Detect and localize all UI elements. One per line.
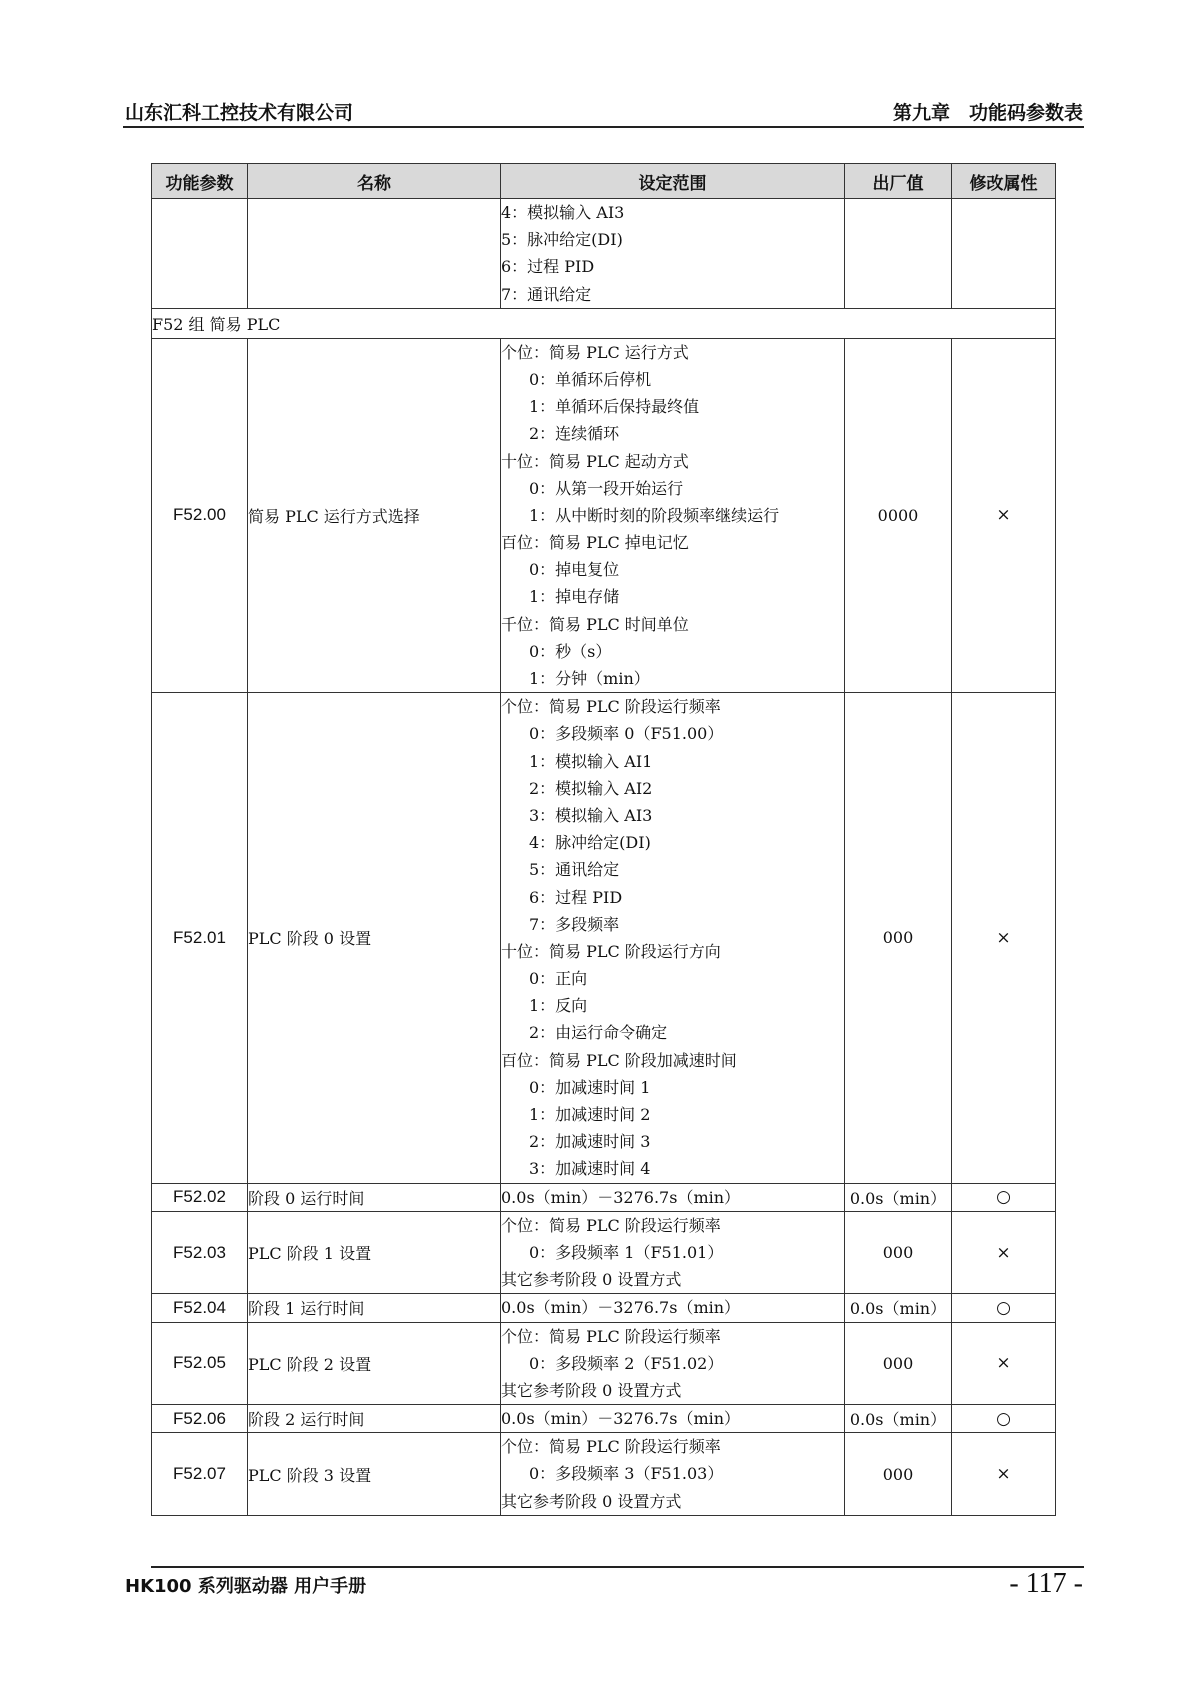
param-code: F52.03: [152, 1211, 248, 1294]
header-rule: [123, 126, 1084, 128]
param-code: F52.02: [152, 1183, 248, 1211]
range-line: 0：从第一段开始运行: [529, 478, 684, 498]
param-name: PLC 阶段 0 设置: [248, 693, 501, 1183]
range-line: 2：由运行命令确定: [529, 1023, 668, 1043]
param-default: 0.0s（min）: [845, 1405, 952, 1433]
range-line: 个位：简易 PLC 阶段运行频率: [501, 1326, 721, 1346]
range-line: 4：脉冲给定(DI): [529, 833, 651, 853]
col-header-code: 功能参数: [152, 164, 248, 199]
param-code: F52.00: [152, 338, 248, 692]
range-line: 个位：简易 PLC 阶段运行频率: [501, 1437, 721, 1457]
continued-range-cell: [501, 199, 845, 309]
param-attr: ×: [952, 1211, 1056, 1294]
param-range: [501, 1322, 845, 1405]
table-row: [152, 1322, 1056, 1405]
param-attr: ×: [952, 1433, 1056, 1516]
param-default: 000: [845, 1322, 952, 1405]
range-line: 3：加减速时间 4: [529, 1159, 651, 1179]
page-number: - 117 -: [1009, 1568, 1083, 1599]
param-attr: ○: [952, 1294, 1056, 1322]
continued-code-cell: [152, 199, 248, 309]
range-line: 十位：简易 PLC 阶段运行方向: [501, 941, 721, 961]
range-line: 2：加减速时间 3: [529, 1132, 651, 1152]
continued-default-cell: [845, 199, 952, 309]
range-line: 个位：简易 PLC 运行方式: [501, 342, 689, 362]
table-row: [152, 1433, 1056, 1516]
param-range: [501, 1211, 845, 1294]
param-range: [501, 338, 845, 692]
col-header-name: 名称: [248, 164, 501, 199]
param-range: [501, 1294, 845, 1322]
param-attr: ○: [952, 1405, 1056, 1433]
range-line: 0.0s（min）－3276.7s（min）: [501, 1298, 741, 1318]
table-row: [152, 1405, 1056, 1433]
range-line: 5：通讯给定: [529, 860, 620, 880]
group-row: [152, 308, 1056, 338]
param-attr: ×: [952, 1322, 1056, 1405]
param-attr: ×: [952, 338, 1056, 692]
param-attr: ○: [952, 1183, 1056, 1211]
range-line: 个位：简易 PLC 阶段运行频率: [501, 697, 721, 717]
table-row: [152, 1183, 1056, 1211]
range-line: 7：通讯给定: [501, 284, 592, 304]
group-title: F52 组 简易 PLC: [152, 308, 1056, 338]
param-range: [501, 1183, 845, 1211]
param-default: 000: [845, 1433, 952, 1516]
range-line: 0：多段频率 3（F51.03）: [529, 1464, 724, 1484]
range-line: 1：模拟输入 AI1: [529, 751, 653, 771]
range-line: 个位：简易 PLC 阶段运行频率: [501, 1215, 721, 1235]
range-line: 1：单循环后保持最终值: [529, 397, 700, 417]
table-row: [152, 693, 1056, 1183]
range-line: 2：模拟输入 AI2: [529, 778, 653, 798]
param-default: 0.0s（min）: [845, 1294, 952, 1322]
param-attr: ×: [952, 693, 1056, 1183]
param-code: F52.01: [152, 693, 248, 1183]
range-line: 十位：简易 PLC 起动方式: [501, 451, 689, 471]
param-name: PLC 阶段 1 设置: [248, 1211, 501, 1294]
chapter-title: 第九章 功能码参数表: [892, 102, 1083, 124]
range-line: 0：掉电复位: [529, 560, 620, 580]
param-default: 000: [845, 1211, 952, 1294]
range-line: 0：秒（s）: [529, 641, 612, 661]
range-line: 0.0s（min）－3276.7s（min）: [501, 1409, 741, 1429]
range-line: 1：加减速时间 2: [529, 1105, 651, 1124]
table-row: [152, 1211, 1056, 1294]
range-line: 3：模拟输入 AI3: [529, 805, 653, 825]
range-line: 0：单循环后停机: [529, 369, 652, 389]
range-line: 1：分钟（min）: [529, 669, 650, 688]
param-default: 000: [845, 693, 952, 1183]
range-line: 千位：简易 PLC 时间单位: [501, 614, 689, 634]
continued-attr-cell: [952, 199, 1056, 309]
range-line: 0：加减速时间 1: [529, 1077, 651, 1097]
param-default: 0.0s（min）: [845, 1183, 952, 1211]
param-code: F52.05: [152, 1322, 248, 1405]
param-code: F52.04: [152, 1294, 248, 1322]
range-line: 其它参考阶段 0 设置方式: [501, 1491, 682, 1511]
range-line: 百位：简易 PLC 掉电记忆: [501, 533, 689, 553]
continued-row: [152, 199, 1056, 309]
param-range: [501, 1433, 845, 1516]
range-line: 6：过程 PID: [529, 887, 623, 907]
param-name: 阶段 0 运行时间: [248, 1183, 501, 1211]
range-line: 1：从中断时刻的阶段频率继续运行: [529, 505, 780, 525]
param-name: 简易 PLC 运行方式选择: [248, 338, 501, 692]
param-name: PLC 阶段 2 设置: [248, 1322, 501, 1405]
col-header-range: 设定范围: [501, 164, 845, 199]
table-row: [152, 1294, 1056, 1322]
range-line: 其它参考阶段 0 设置方式: [501, 1380, 682, 1400]
range-line: 其它参考阶段 0 设置方式: [501, 1270, 682, 1290]
company-name: 山东汇科工控技术有限公司: [125, 102, 354, 124]
range-line: 0：多段频率 2（F51.02）: [529, 1353, 724, 1373]
param-code: F52.06: [152, 1405, 248, 1433]
table-row: [152, 338, 1056, 692]
range-line: 2：连续循环: [529, 424, 620, 444]
range-line: 6：过程 PID: [501, 257, 595, 277]
param-name: 阶段 2 运行时间: [248, 1405, 501, 1433]
manual-title: HK100 系列驱动器 用户手册: [125, 1576, 367, 1597]
range-line: 4：模拟输入 AI3: [501, 203, 625, 222]
range-line: 7：多段频率: [529, 914, 620, 934]
param-name: 阶段 1 运行时间: [248, 1294, 501, 1322]
range-line: 0：多段频率 1（F51.01）: [529, 1242, 724, 1262]
range-line: 0.0s（min）－3276.7s（min）: [501, 1187, 741, 1207]
range-line: 1：反向: [529, 996, 588, 1016]
parameter-table: [151, 163, 1056, 1516]
param-range: [501, 1405, 845, 1433]
table-header-row: [152, 164, 1056, 199]
param-default: 0000: [845, 338, 952, 692]
footer-rule: [151, 1566, 1084, 1568]
range-line: 0：正向: [529, 969, 588, 989]
continued-name-cell: [248, 199, 501, 309]
col-header-default: 出厂值: [845, 164, 952, 199]
param-name: PLC 阶段 3 设置: [248, 1433, 501, 1516]
range-line: 0：多段频率 0（F51.00）: [529, 724, 724, 744]
col-header-attr: 修改属性: [952, 164, 1056, 199]
param-range: [501, 693, 845, 1183]
param-code: F52.07: [152, 1433, 248, 1516]
range-line: 百位：简易 PLC 阶段加减速时间: [501, 1050, 737, 1070]
range-line: 5：脉冲给定(DI): [501, 230, 623, 250]
range-line: 1：掉电存储: [529, 587, 620, 607]
